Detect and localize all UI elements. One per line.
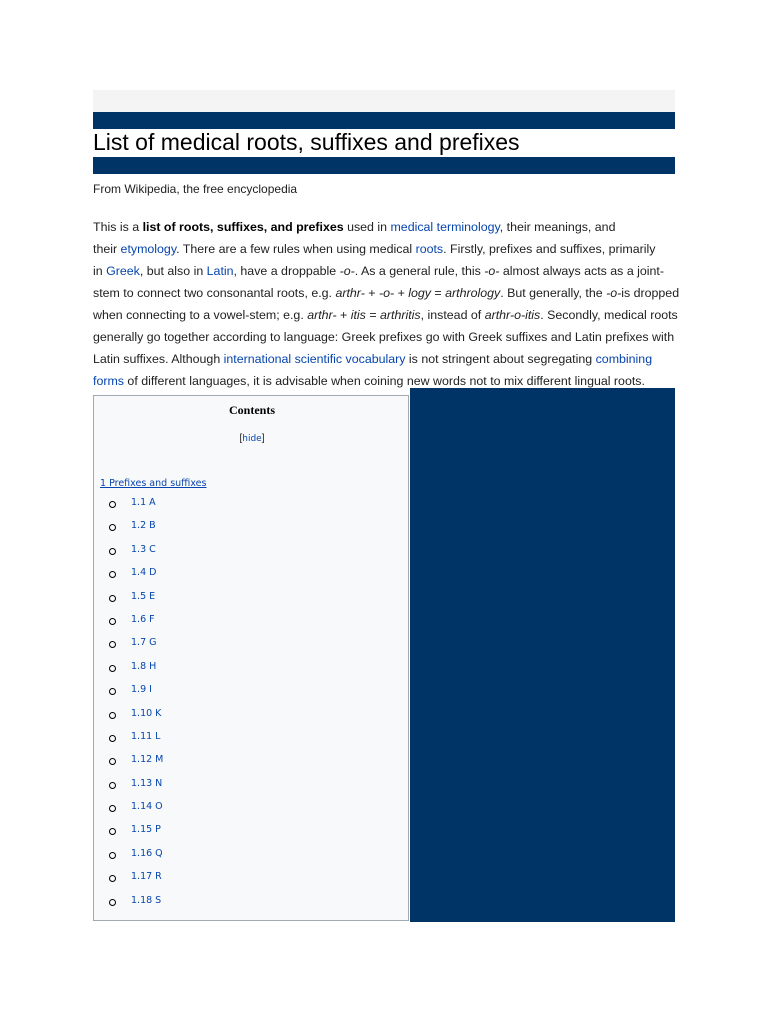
intro-line [93, 238, 678, 260]
circle-bullet-icon [109, 875, 116, 882]
toc-title: Contents [228, 403, 275, 417]
header-band-bottom [93, 157, 675, 174]
header-band-top [93, 112, 675, 129]
link-international-scientific-vocabulary[interactable]: international scientific vocabulary [223, 352, 406, 366]
toc-link[interactable]: 1.7 G [131, 637, 157, 649]
intro-line [93, 304, 678, 326]
circle-bullet-icon [109, 618, 116, 625]
intro-line: generally go together according to language: Greek prefixes go with Greek suffixes and Latin prefixes with [93, 330, 675, 344]
toc-hide-link[interactable]: hide [242, 434, 262, 444]
text: , instead of [420, 308, 485, 322]
toc-link[interactable]: 1.4 D [131, 567, 157, 579]
text: Latin suffixes. Although [93, 352, 224, 366]
circle-bullet-icon [109, 641, 116, 648]
text: = [430, 286, 446, 300]
circle-bullet-icon [109, 805, 116, 812]
link-combining-forms-cont[interactable]: forms [93, 374, 124, 388]
italic-text: -o- [606, 286, 622, 300]
text: This is a [93, 220, 143, 234]
toc-link[interactable]: 1.18 S [131, 894, 162, 906]
link-latin[interactable]: Latin [206, 264, 234, 278]
text: almost always acts as a joint- [499, 264, 665, 278]
intro-line [93, 260, 678, 282]
text: is not stringent about segregating [405, 352, 596, 366]
circle-bullet-icon [109, 735, 116, 742]
text: their [93, 242, 121, 256]
toc-link[interactable]: 1.8 H [131, 660, 157, 672]
text: of different languages, it is advisable when coining new words not to mix different lingual roots. [123, 374, 645, 388]
circle-bullet-icon [109, 665, 116, 672]
toc-link[interactable]: 1.2 B [131, 520, 156, 532]
toc-link[interactable]: 1.3 C [131, 543, 156, 555]
circle-bullet-icon [109, 501, 116, 508]
text: + [364, 286, 379, 300]
italic-text: logy [408, 286, 431, 300]
circle-bullet-icon [109, 828, 116, 835]
italic-text: arthritis [380, 308, 421, 322]
circle-bullet-icon [109, 524, 116, 531]
italic-text: -o- [339, 264, 355, 278]
circle-bullet-icon [109, 688, 116, 695]
text: when connecting to a vowel-stem; e.g. [93, 308, 308, 322]
circle-bullet-icon [109, 548, 116, 555]
top-bar [93, 90, 675, 112]
text: + [394, 286, 409, 300]
circle-bullet-icon [109, 782, 116, 789]
text: . There are a few rules when using medical [176, 242, 416, 256]
text: . But generally, the [500, 286, 607, 300]
toc-link[interactable]: 1.6 F [131, 613, 155, 625]
table-of-contents [93, 395, 409, 921]
italic-text: arthrology [445, 286, 501, 300]
italic-text: itis [350, 308, 366, 322]
link-roots[interactable]: roots [415, 242, 444, 256]
toc-link[interactable]: 1.16 Q [131, 847, 163, 859]
toc-toggle [94, 433, 410, 444]
circle-bullet-icon [109, 712, 116, 719]
site-tagline: From Wikipedia, the free encyclopedia [93, 182, 298, 196]
page-title: List of medical roots, suffixes and prefixes [93, 129, 520, 155]
toc-link-prefixes-and-suffixes[interactable]: 1 Prefixes and suffixes [100, 478, 207, 489]
intro-line [93, 348, 678, 370]
text: , have a droppable [233, 264, 340, 278]
link-medical-terminology[interactable]: medical terminology [390, 220, 500, 234]
toc-link[interactable]: 1.15 P [131, 824, 161, 836]
italic-text: arthr-o-itis [484, 308, 541, 322]
italic-text: -o- [484, 264, 500, 278]
toc-link[interactable]: 1.12 M [131, 754, 164, 766]
text: , their meanings, and [499, 220, 616, 234]
text: stem to connect two consonantal roots, e.g. [93, 286, 336, 300]
link-greek[interactable]: Greek [106, 264, 140, 278]
circle-bullet-icon [109, 852, 116, 859]
bracket: ] [261, 433, 265, 444]
circle-bullet-icon [109, 571, 116, 578]
intro-line [93, 282, 678, 304]
toc-link[interactable]: 1.13 N [131, 777, 163, 789]
link-combining-forms[interactable]: combining [595, 352, 653, 366]
italic-text: -o- [378, 286, 395, 300]
text: . As a general rule, this [354, 264, 485, 278]
toc-link[interactable]: 1.11 L [131, 730, 161, 742]
text: is dropped [621, 286, 680, 300]
text: in [93, 264, 107, 278]
circle-bullet-icon [109, 899, 116, 906]
text: , but also in [139, 264, 207, 278]
toc-link[interactable]: 1.9 I [131, 684, 152, 696]
toc-link[interactable]: 1.17 R [131, 871, 162, 883]
bracket: [ [239, 433, 243, 444]
bold-text: list of roots, suffixes, and prefixes [142, 220, 344, 234]
title-container [93, 129, 675, 157]
circle-bullet-icon [109, 758, 116, 765]
circle-bullet-icon [109, 595, 116, 602]
text: = [365, 308, 380, 322]
side-panel [410, 388, 675, 922]
toc-link[interactable]: 1.14 O [131, 801, 163, 813]
intro-paragraph [93, 216, 678, 392]
toc-link[interactable]: 1.10 K [131, 707, 162, 719]
italic-text: arthr- [307, 308, 337, 322]
link-etymology[interactable]: etymology [120, 242, 177, 256]
text: . Secondly, medical roots [540, 308, 678, 322]
intro-line [93, 216, 678, 238]
text: used in [343, 220, 391, 234]
text: . Firstly, prefixes and suffixes, primarily [443, 242, 656, 256]
italic-text: arthr- [335, 286, 365, 300]
toc-link[interactable]: 1.5 E [131, 590, 156, 602]
text: + [336, 308, 351, 322]
toc-link[interactable]: 1.1 A [131, 497, 156, 508]
